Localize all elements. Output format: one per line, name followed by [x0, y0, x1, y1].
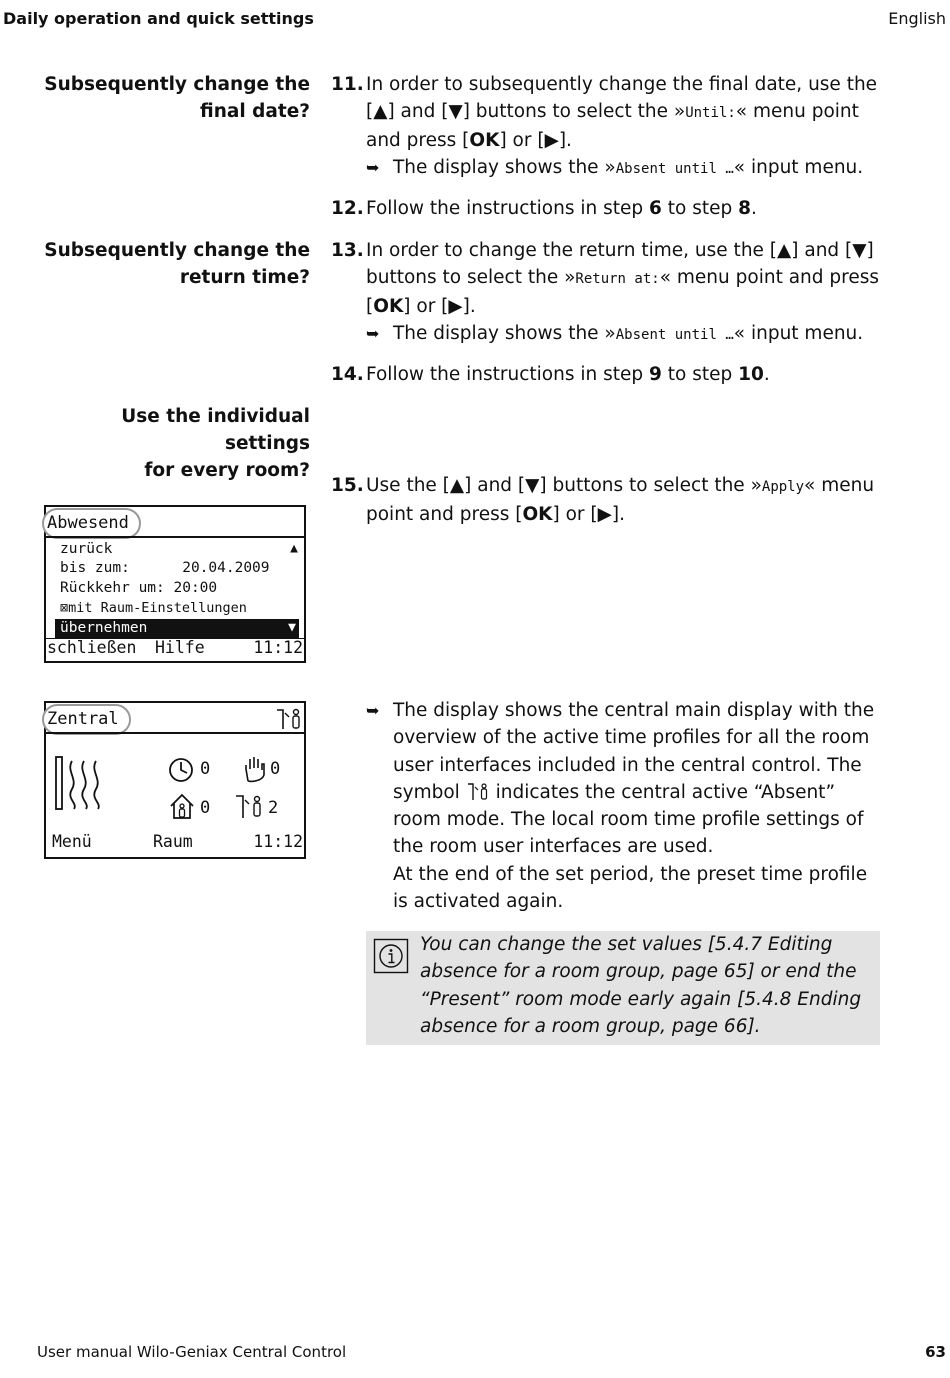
- text: ] and [: [387, 101, 449, 122]
- down-button-symbol: ▼: [525, 475, 540, 496]
- arrow-right-icon: ➥: [366, 158, 380, 177]
- text: « menu point and press [: [366, 475, 875, 525]
- softkey-menu: Menü: [52, 832, 92, 851]
- ok-button-label: OK: [373, 296, 404, 317]
- up-button-symbol: ▲: [777, 240, 792, 261]
- step-ref: 9: [649, 364, 662, 385]
- scroll-down-icon: ▼: [288, 620, 296, 635]
- home-person-icon: [168, 792, 198, 820]
- screen-row-room-settings: ⊠mit Raum-Einstellungen: [60, 600, 247, 616]
- menu-name: Absent until …: [615, 327, 734, 343]
- step-result: [366, 320, 891, 349]
- screen-divider: [46, 536, 304, 538]
- text: The display shows the »: [393, 157, 616, 178]
- count-absent: 2: [268, 798, 279, 818]
- screen-row-selected: [55, 619, 299, 638]
- step-14: [331, 361, 891, 388]
- footer-manual-title: User manual Wilo-Geniax Central Control: [37, 1343, 347, 1361]
- display-screen-central: [44, 701, 306, 859]
- hand-icon: [242, 755, 268, 783]
- screen-row-return: Rückkehr um: 20:00: [60, 580, 218, 596]
- text: ].: [558, 130, 572, 151]
- step-text: [366, 361, 891, 388]
- side-label-line: Subsequently change the: [44, 74, 310, 95]
- text: « menu point and press [: [366, 101, 859, 151]
- info-icon: [373, 938, 409, 974]
- text: ] buttons to select the »: [462, 101, 686, 122]
- text: Use the [: [366, 475, 450, 496]
- step-result: [366, 154, 891, 183]
- text: ] buttons to select the »: [366, 240, 874, 288]
- arrow-right-icon: ➥: [366, 701, 380, 720]
- clock-icon: [168, 757, 196, 783]
- softkey-help: Hilfe: [155, 638, 205, 657]
- clock-time: 11:12: [253, 832, 303, 851]
- running-header-language: English: [888, 9, 946, 28]
- arrow-right-icon: ➥: [366, 324, 380, 343]
- step-ref: 10: [738, 364, 764, 385]
- text: At the end of the set period, the preset time profile is activated again.: [393, 863, 868, 913]
- screen-row-until: bis zum: 20.04.2009: [60, 560, 270, 576]
- text: ] or [: [499, 130, 545, 151]
- side-label-line: for every room?: [144, 460, 310, 481]
- page-number: 63: [925, 1343, 946, 1361]
- running-header-section: Daily operation and quick settings: [3, 9, 314, 28]
- right-button-symbol: ▶: [448, 296, 463, 317]
- text: .: [751, 198, 757, 219]
- side-label-return-time: [30, 237, 310, 291]
- count-hand: 0: [270, 759, 281, 779]
- screen-title: Zentral: [42, 704, 131, 735]
- menu-name: Absent until …: [615, 161, 734, 177]
- text: Follow the instructions in step: [366, 364, 650, 385]
- side-label-line: Use the individual settings: [121, 406, 310, 454]
- text: ] buttons to select the »: [539, 475, 762, 496]
- side-label-line: return time?: [179, 267, 310, 288]
- screen-divider: [46, 732, 304, 734]
- ok-button-label: OK: [522, 504, 553, 525]
- step-text: [366, 472, 891, 528]
- down-button-symbol: ▼: [448, 101, 463, 122]
- text: « input menu.: [733, 323, 864, 344]
- step-15: [331, 472, 891, 528]
- text: indicates the central active “Absent” room mode. The local room time profile settings of the room user interfaces are used.: [393, 781, 864, 858]
- step-number: 11.: [331, 74, 364, 95]
- scroll-up-icon: ▲: [290, 541, 298, 556]
- menu-point: Return at:: [575, 271, 660, 287]
- result-central-display: [366, 697, 886, 915]
- up-button-symbol: ▲: [449, 475, 465, 496]
- count-house: 0: [200, 798, 211, 818]
- step-13: [331, 237, 891, 349]
- clock-time: 11:12: [253, 638, 303, 657]
- text: Follow the instructions in step: [366, 198, 650, 219]
- softkey-close: schließen: [47, 638, 137, 657]
- absent-person-icon: [466, 781, 490, 801]
- text: In order to subsequently change the final date, use the [: [366, 74, 878, 122]
- screen-title: Abwesend: [42, 508, 141, 539]
- up-button-symbol: ▲: [373, 101, 388, 122]
- menu-point: Apply: [761, 479, 805, 495]
- text: ] and [: [464, 475, 526, 496]
- absent-person-icon: [234, 792, 266, 820]
- text: ].: [462, 296, 476, 317]
- info-note: [366, 931, 880, 1045]
- text: In order to change the return time, use the [: [366, 240, 778, 261]
- step-number: 12.: [331, 198, 364, 219]
- step-ref: 6: [649, 198, 662, 219]
- step-result: [366, 697, 886, 915]
- text: The display shows the »: [393, 323, 616, 344]
- text: ] or [: [552, 504, 598, 525]
- heating-radiator-icon: [54, 753, 110, 813]
- side-label-final-date: [30, 71, 310, 125]
- text: The display shows the central main display with the overview of the active time profiles for all the room user interfaces included in the central control. The symbol: [393, 700, 875, 803]
- text: « menu point and press [: [366, 267, 879, 317]
- step-ref: 8: [738, 198, 751, 219]
- info-note-text: You can change the set values [5.4.7 Editing absence for a room group, page 65] or end the “Present” room mode early again [5.4.8 Ending absence for a room group, page 66].: [420, 934, 862, 1037]
- menu-point: Until:: [685, 105, 736, 121]
- text: to step: [661, 364, 739, 385]
- absent-person-icon: [275, 705, 303, 731]
- display-screen-absent: [44, 505, 306, 663]
- text: .: [763, 364, 770, 385]
- text: « input menu.: [733, 157, 864, 178]
- right-button-symbol: ▶: [597, 504, 612, 525]
- text: ] or [: [403, 296, 449, 317]
- count-clock: 0: [200, 759, 211, 779]
- step-11: [331, 71, 891, 183]
- right-button-symbol: ▶: [544, 130, 559, 151]
- step-text: [366, 237, 891, 320]
- side-label-line: final date?: [200, 101, 310, 122]
- step-12: [331, 195, 891, 222]
- text: to step: [661, 198, 739, 219]
- step-number: 13.: [331, 240, 364, 261]
- side-label-line: Subsequently change the: [44, 240, 310, 261]
- step-number: 14.: [331, 364, 364, 385]
- screen-row-apply: übernehmen: [60, 620, 148, 636]
- screen-row-back: zurück: [60, 541, 113, 557]
- step-text: [366, 195, 891, 222]
- step-number: 15.: [331, 475, 364, 496]
- step-text: [366, 71, 891, 154]
- text: ].: [611, 504, 625, 525]
- text: ] and [: [791, 240, 853, 261]
- ok-button-label: OK: [469, 130, 500, 151]
- down-button-symbol: ▼: [852, 240, 867, 261]
- softkey-room: Raum: [153, 832, 193, 851]
- side-label-individual: [30, 403, 310, 484]
